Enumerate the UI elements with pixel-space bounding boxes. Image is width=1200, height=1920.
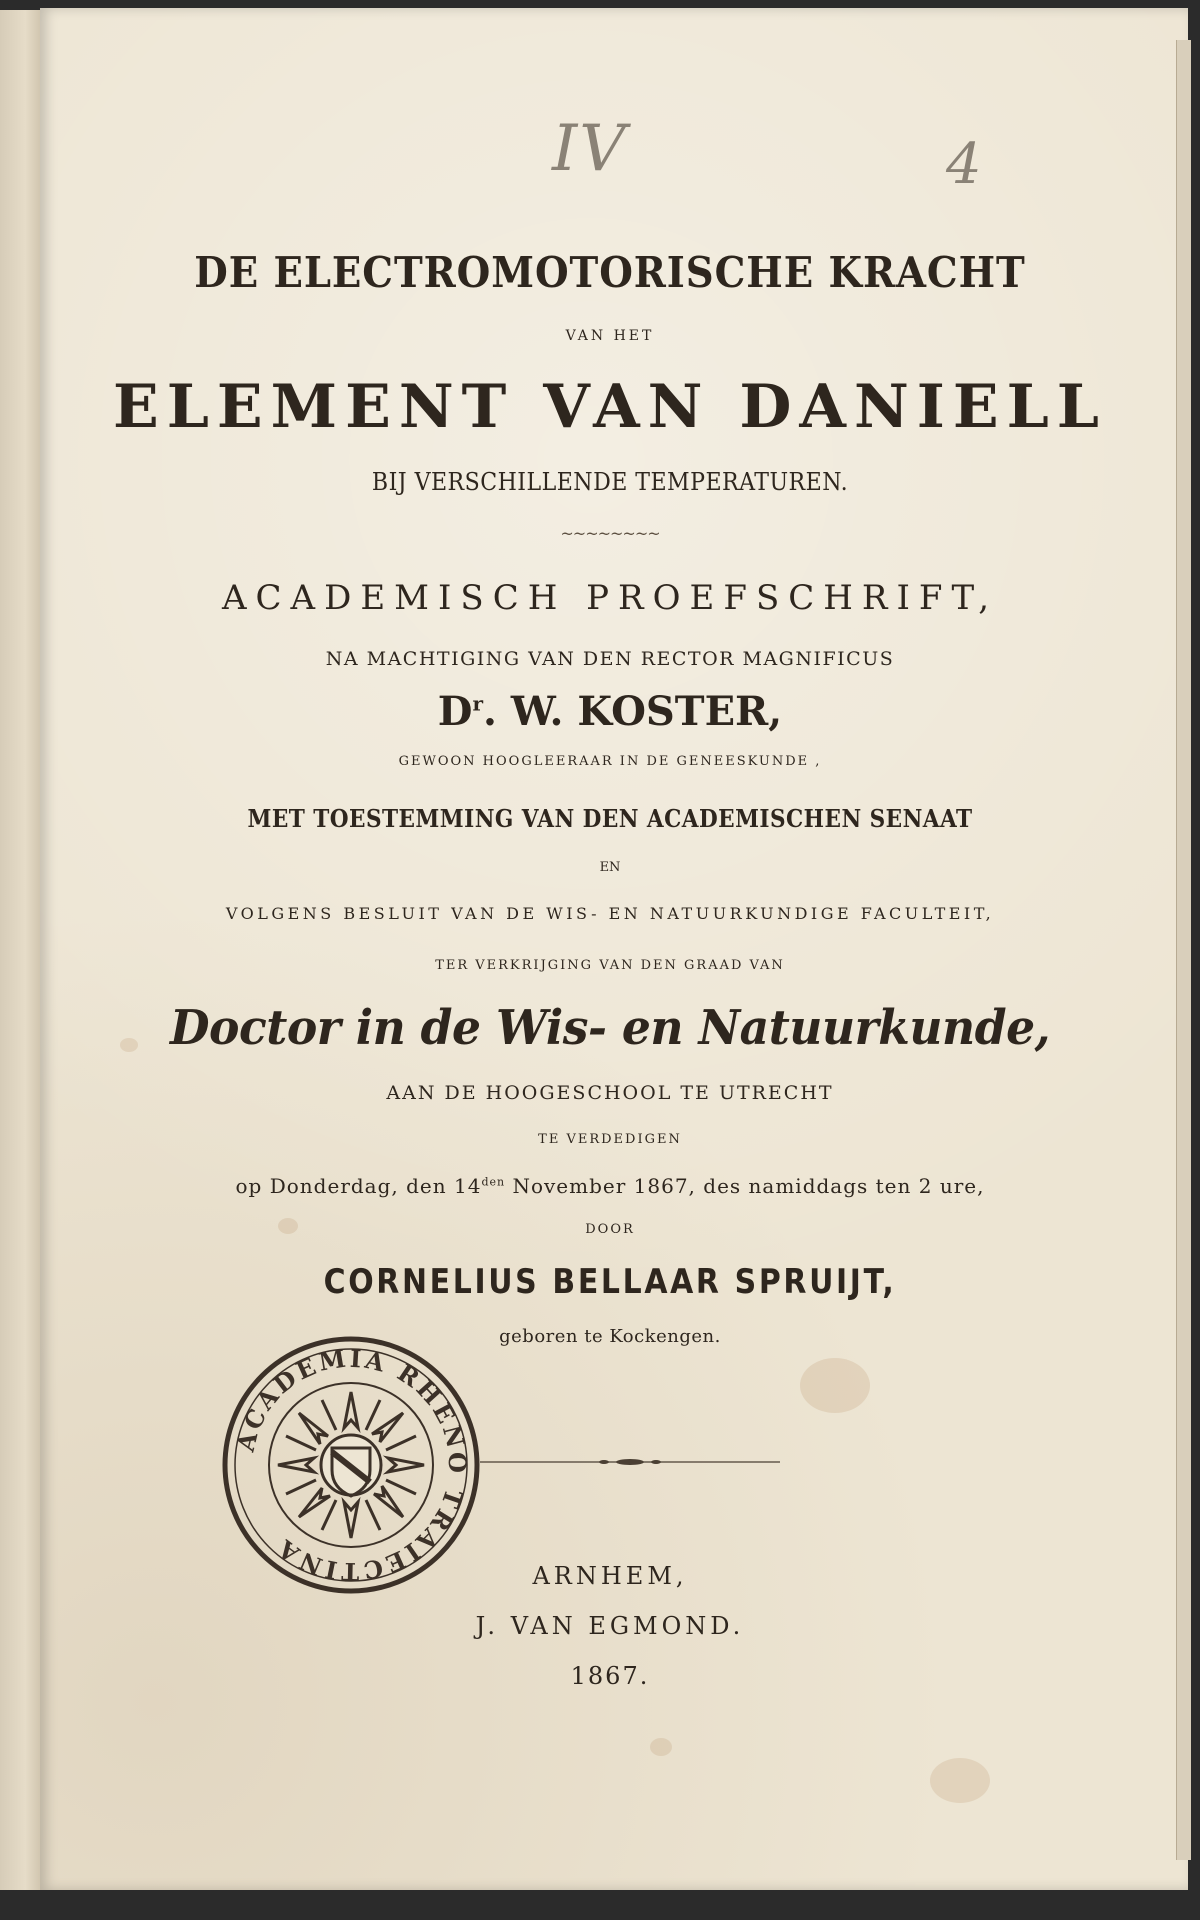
author-name: CORNELIUS BELLAAR SPRUIJT, [323,1262,897,1302]
foxing-stain [800,1358,870,1413]
title-line-3: ELEMENT VAN DANIELL [113,372,1107,442]
academy-seal-stamp [216,1330,486,1600]
subtitle: ACADEMISCH PROEFSCHRIFT, [221,578,999,618]
divider-rule [480,1455,780,1469]
verkrijging-line: TER VERKRIJGING VAN DEN GRAAD VAN [435,958,785,973]
seal-legend-text: ACADEMIA RHENO TRAIECTINA [230,1343,473,1587]
rector-name-text: . W. KOSTER, [482,688,783,735]
hoogeschool-line: AAN DE HOOGESCHOOL TE UTRECHT [386,1082,834,1104]
foxing-stain [650,1738,672,1756]
page-fore-edge [1176,40,1191,1860]
pencil-roman-numeral: IV [552,112,628,186]
date-line [40,1174,1180,1198]
besluit-line: VOLGENS BESLUIT VAN DE WIS- EN NATUURKUNDIGE FACULTEIT, [225,904,995,923]
imprint-place: ARNHEM, [532,1562,688,1590]
rector-name [40,688,1180,735]
date-suffix: November 1867, des namiddags ten 2 ure, [505,1174,985,1198]
birthplace-line: geboren te Kockengen. [499,1326,721,1347]
foxing-stain [930,1758,990,1803]
pencil-page-number: 4 [946,132,982,197]
senaat-line: MET TOESTEMMING VAN DEN ACADEMISCHEN SENAAT [247,804,973,833]
imprint-year: 1867. [570,1662,650,1690]
date-sup: den [481,1175,506,1189]
title-line-4: BIJ VERSCHILLENDE TEMPERATUREN. [371,468,849,496]
degree-line: Doctor in de Wis- en Natuurkunde, [169,1000,1051,1056]
verdedigen-line: TE VERDEDIGEN [538,1132,682,1147]
title-line-2: VAN HET [565,328,655,344]
date-prefix: op Donderdag, den 14 [235,1174,482,1198]
title-page [40,8,1188,1890]
rector-prefix: D [437,688,473,735]
door-line: DOOR [585,1222,635,1237]
title-line-1: DE ELECTROMOTORISCHE KRACHT [194,248,1026,297]
rector-role: GEWOON HOOGLEERAAR IN DE GENEESKUNDE , [398,754,822,769]
rector-prefix-sup: r [472,691,483,716]
machtiging-line: NA MACHTIGING VAN DEN RECTOR MAGNIFICUS [325,648,895,670]
wave-ornament: ~~~~~~~~ [560,524,660,543]
imprint-publisher: J. VAN EGMOND. [475,1612,745,1640]
en-line: EN [599,860,621,875]
